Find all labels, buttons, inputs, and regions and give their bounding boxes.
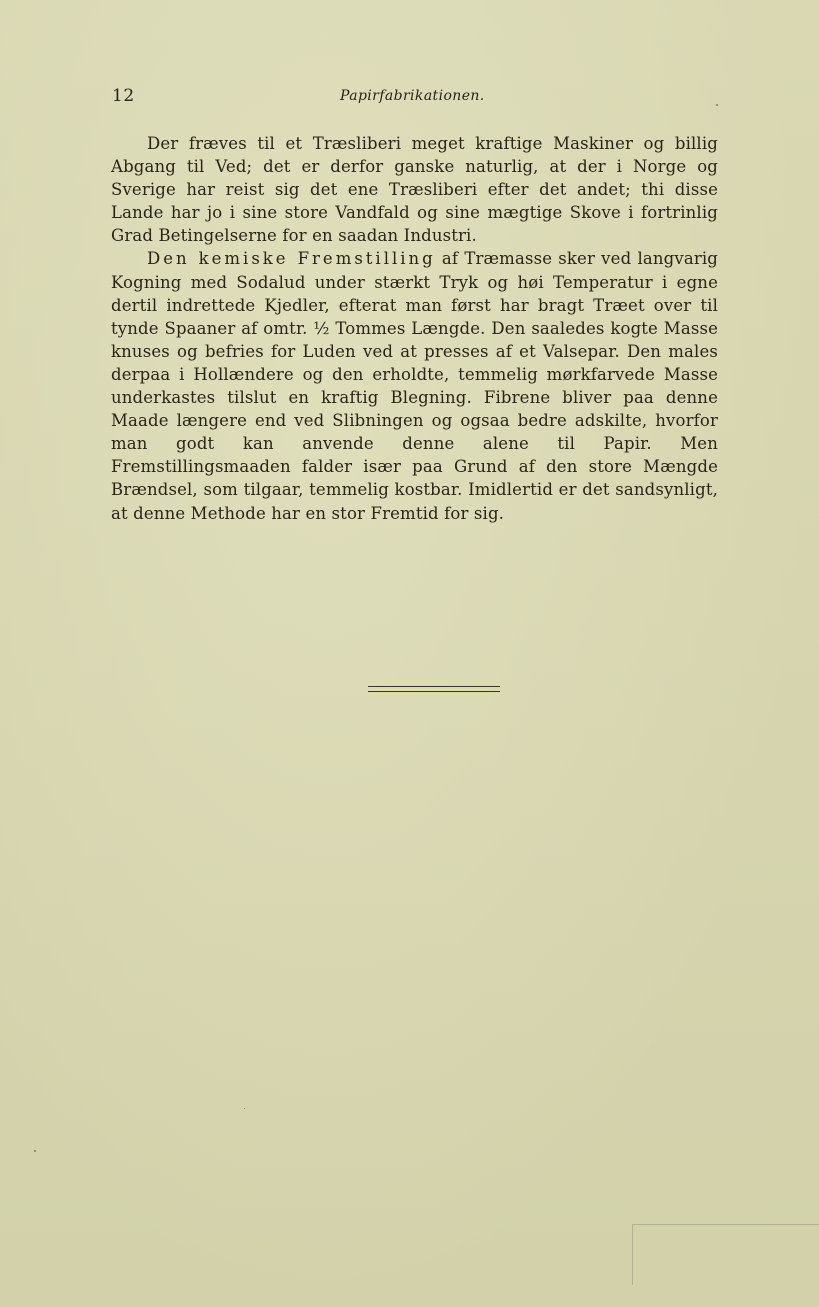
running-title: Papirfabrikationen. [340, 88, 485, 104]
page-number: 12 [112, 86, 135, 106]
paper-speck [244, 1108, 245, 1109]
page-header [112, 86, 717, 108]
paper-speck [34, 1150, 36, 1152]
paragraph-1-text: Der fræves til et Træsliberi meget kraftige Maskiner og billig Abgang til Ved; det er derfor ganske naturlig, at der i Norge og Sverige har reist sig det ene Træsliberi efter det andet; thi disse Lande har jo i sine store Vandfald og sine mægtige Skove i fortrinlig Grad Betingelserne for en saadan Industri. [111, 134, 718, 246]
body-text [111, 132, 718, 525]
paragraph-2-text: af Træmasse sker ved langvarig Kogning med Sodalud under stærkt Tryk og høi Temperatur i egne dertil indrettede Kjedler, efterat man først har bragt Træet over til tynde Spaaner af omtr. ½ Tommes Længde. Den saaledes kogte Masse knuses og befries for Luden ved at presses af et Valsepar. Den males derpaa i Hollændere og den erholdte, temmelig mørkfarvede Masse underkastes tilslut en kraftig Blegning. Fibrene bliver paa denne Maade længere end ved Slibningen og ogsaa bedre adskilte, hvorfor man godt kan anvende denne alene til Papir. Men Fremstillingsmaaden falder især paa Grund af den store Mængde Brændsel, som tilgaar, temmelig kostbar. Imidlertid er det sandsynligt, at denne Methode har en stor Fremtid for sig. [111, 249, 718, 523]
end-double-rule [368, 686, 500, 692]
paper-speck [716, 104, 718, 106]
paragraph-2 [111, 247, 718, 524]
paragraph-2-lead: Den kemiske Fremstilling [147, 249, 436, 269]
corner-mark [632, 1224, 819, 1285]
paragraph-1 [111, 132, 718, 247]
